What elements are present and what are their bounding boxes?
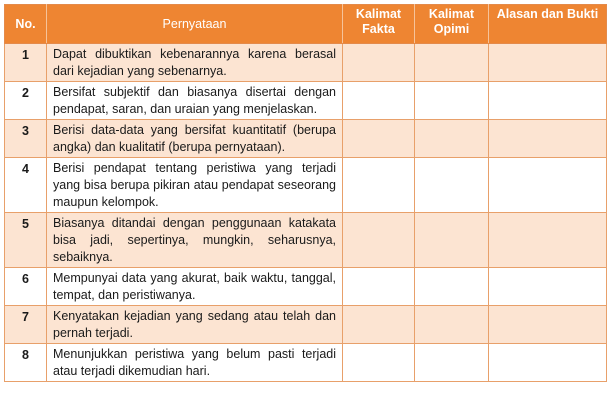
row-number: 6 [5, 268, 47, 306]
worksheet [4, 4, 606, 382]
opinion-answer-cell[interactable] [415, 158, 489, 213]
reason-answer-cell[interactable] [489, 44, 607, 82]
row-number: 2 [5, 82, 47, 120]
opinion-answer-cell[interactable] [415, 213, 489, 268]
row-number: 3 [5, 120, 47, 158]
opinion-answer-cell[interactable] [415, 120, 489, 158]
table-row [5, 213, 607, 268]
opinion-answer-cell[interactable] [415, 82, 489, 120]
row-number: 8 [5, 344, 47, 382]
row-number: 5 [5, 213, 47, 268]
table-row [5, 120, 607, 158]
opinion-answer-cell[interactable] [415, 306, 489, 344]
reason-answer-cell[interactable] [489, 306, 607, 344]
opinion-answer-cell[interactable] [415, 344, 489, 382]
row-statement: Dapat dibuktikan kebenarannya karena berasal dari kejadian yang sebenarnya. [47, 44, 343, 82]
row-statement: Mempunyai data yang akurat, baik waktu, tanggal, tempat, dan peristiwanya. [47, 268, 343, 306]
row-statement: Bersifat subjektif dan biasanya disertai dengan pendapat, saran, dan uraian yang menjelaskan. [47, 82, 343, 120]
table-row [5, 82, 607, 120]
header-opinion: Kalimat Opimi [415, 5, 489, 44]
fact-opinion-table [4, 4, 607, 382]
row-statement: Menunjukkan peristiwa yang belum pasti terjadi atau terjadi dikemudian hari. [47, 344, 343, 382]
reason-answer-cell[interactable] [489, 213, 607, 268]
reason-answer-cell[interactable] [489, 82, 607, 120]
table-row [5, 306, 607, 344]
opinion-answer-cell[interactable] [415, 268, 489, 306]
row-number: 1 [5, 44, 47, 82]
table-row [5, 44, 607, 82]
fact-answer-cell[interactable] [343, 44, 415, 82]
fact-answer-cell[interactable] [343, 268, 415, 306]
table-header-row [5, 5, 607, 44]
table-row [5, 158, 607, 213]
row-number: 7 [5, 306, 47, 344]
reason-answer-cell[interactable] [489, 344, 607, 382]
fact-answer-cell[interactable] [343, 82, 415, 120]
header-statement: Pernyataan [47, 5, 343, 44]
reason-answer-cell[interactable] [489, 268, 607, 306]
fact-answer-cell[interactable] [343, 158, 415, 213]
table-row [5, 344, 607, 382]
row-statement: Kenyatakan kejadian yang sedang atau telah dan pernah terjadi. [47, 306, 343, 344]
reason-answer-cell[interactable] [489, 158, 607, 213]
row-statement: Berisi data-data yang bersifat kuantitatif (berupa angka) dan kualitatif (berupa pernyataan). [47, 120, 343, 158]
header-reason: Alasan dan Bukti [489, 5, 607, 44]
row-statement: Biasanya ditandai dengan penggunaan katakata bisa jadi, sepertinya, mungkin, seharusnya, sebaiknya. [47, 213, 343, 268]
fact-answer-cell[interactable] [343, 344, 415, 382]
row-number: 4 [5, 158, 47, 213]
row-statement: Berisi pendapat tentang peristiwa yang terjadi yang bisa berupa pikiran atau pendapat seseorang maupun kelompok. [47, 158, 343, 213]
fact-answer-cell[interactable] [343, 120, 415, 158]
fact-answer-cell[interactable] [343, 213, 415, 268]
fact-answer-cell[interactable] [343, 306, 415, 344]
opinion-answer-cell[interactable] [415, 44, 489, 82]
table-row [5, 268, 607, 306]
header-no: No. [5, 5, 47, 44]
reason-answer-cell[interactable] [489, 120, 607, 158]
header-fact: Kalimat Fakta [343, 5, 415, 44]
